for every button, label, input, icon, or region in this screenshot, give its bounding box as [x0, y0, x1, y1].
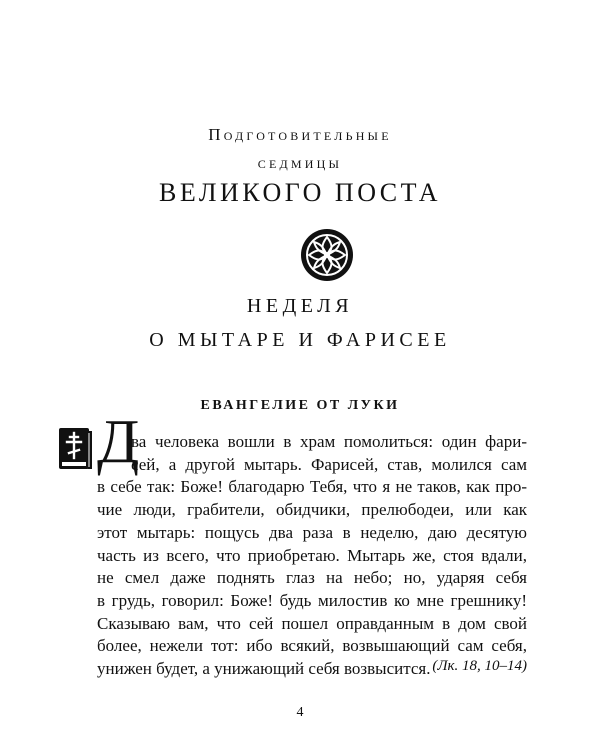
gospel-book-icon: [56, 425, 94, 473]
page-number: 4: [296, 705, 304, 720]
sunday-title-line1: НЕДЕЛЯ: [246, 295, 354, 317]
reading-line: этот мытарь: пощусь два раза в неделю, даю десятую: [97, 522, 527, 542]
floral-rosette-icon: [299, 227, 355, 283]
gospel-reading-text: [97, 431, 527, 681]
reading-line: не смел даже поднять глаз на небо; но, ударяя себя: [97, 568, 527, 588]
reading-line: унижен будет, а унижающий себя возвысится.: [97, 659, 431, 679]
reading-line: сей, а другой мытарь. Фарисей, став, молился сам: [131, 454, 527, 474]
reading-line: ва человека вошли в храм помолиться: один фари-: [131, 432, 527, 451]
reading-line: Сказываю вам, что сей пошел оправданным в дом свой: [97, 613, 527, 633]
sunday-title-line2: О МЫТАРЕ И ФАРИСЕЕ: [149, 329, 451, 351]
reading-line: часть из всего, что приобретаю. Мытарь же, стоя вдали,: [97, 545, 527, 565]
reading-line: в себе так: Боже! благодарю Тебя, что я не таков, как про-: [97, 477, 527, 497]
section-title-line1: Подготовительные: [208, 125, 392, 144]
section-title-line2: седмицы: [257, 153, 343, 172]
scripture-citation: (Лк. 18, 10–14): [432, 658, 527, 674]
section-title-main: ВЕЛИКОГО ПОСТА: [159, 178, 441, 207]
drop-cap: Д: [97, 408, 140, 476]
reading-line: в грудь, говорил: Боже! будь милостив ко мне грешнику!: [97, 590, 527, 610]
reading-line: более, нежели тот: ибо всякий, возвышающий сам себя,: [97, 636, 527, 656]
gospel-title: ЕВАНГЕЛИЕ ОТ ЛУКИ: [200, 398, 400, 413]
reading-line: чие люди, грабители, обидчики, прелюбодеи, или как: [97, 500, 527, 520]
